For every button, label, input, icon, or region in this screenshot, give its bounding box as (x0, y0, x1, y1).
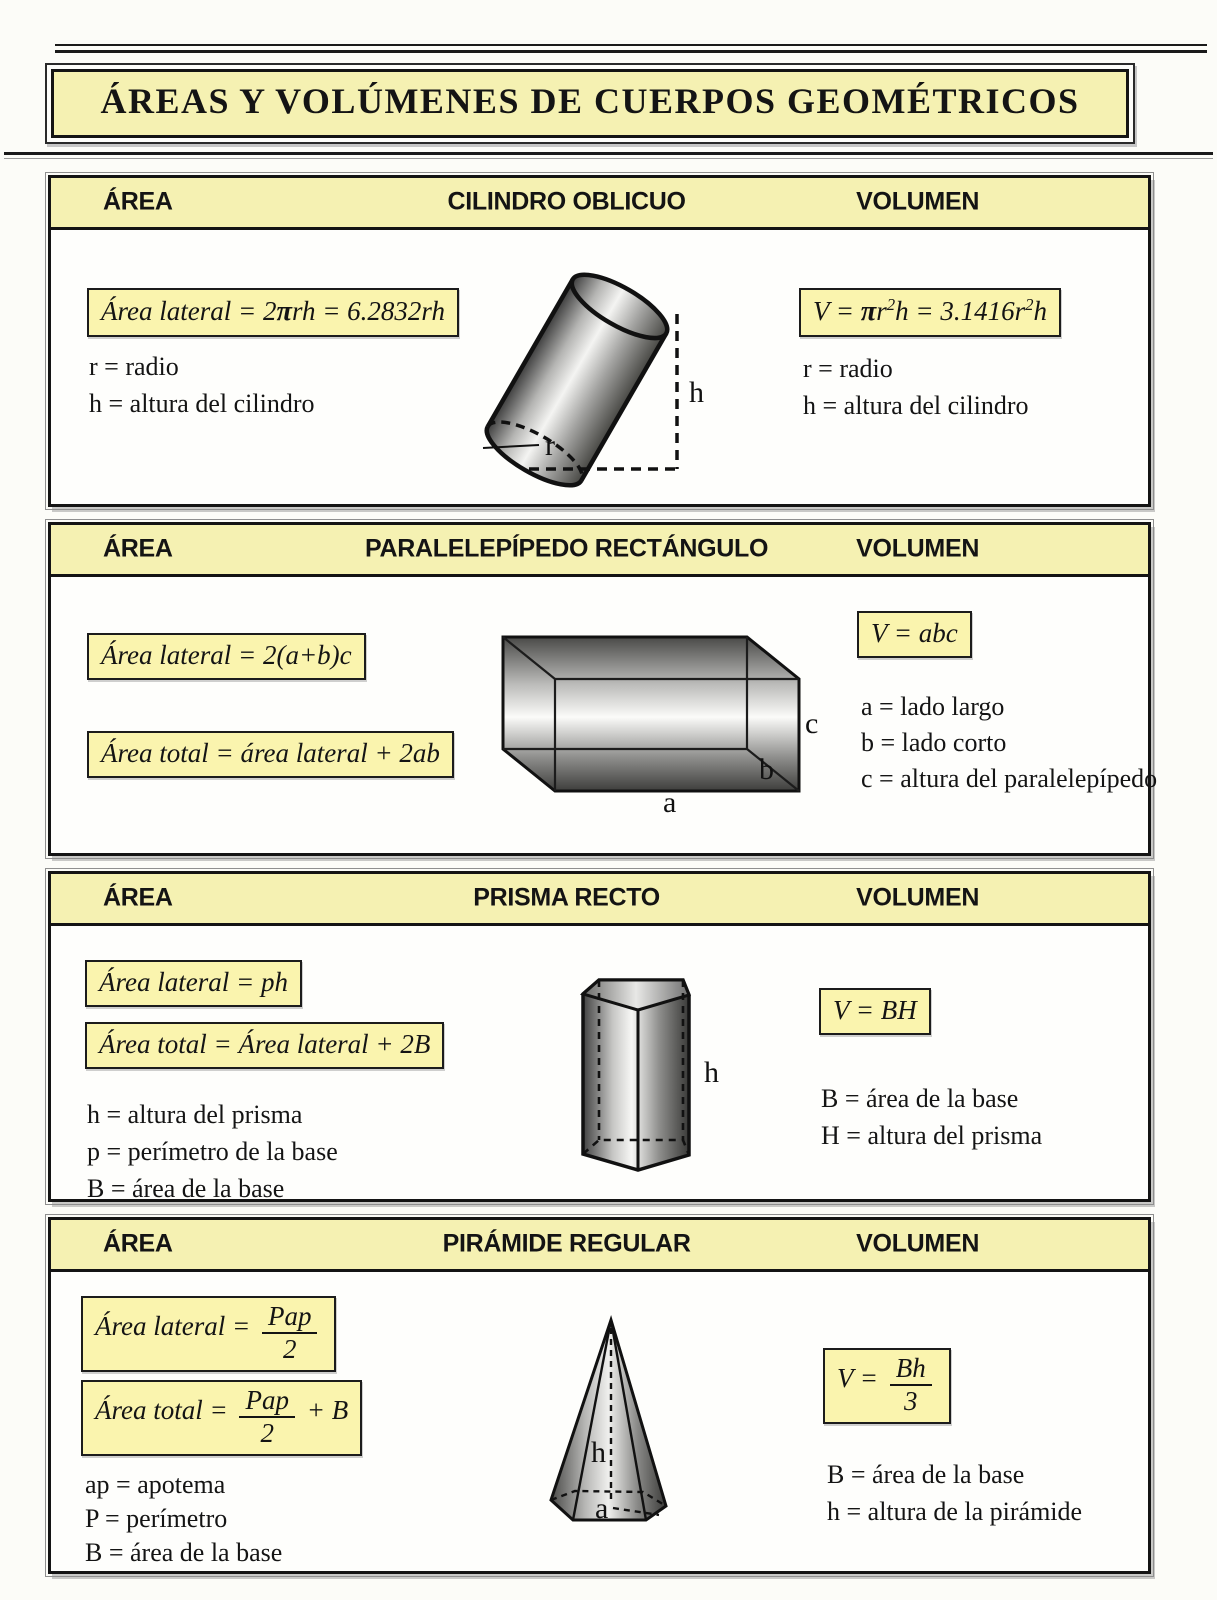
panel-body (51, 1272, 1148, 1571)
side-a-label: a (663, 785, 677, 816)
panel-cilindro-oblicuo (48, 175, 1151, 507)
top-divider (55, 44, 1207, 53)
area-total-formula-box: Área total = Área lateral + 2B (85, 1022, 444, 1070)
pyramid-svg (491, 1288, 741, 1543)
variable-definitions (827, 1456, 1082, 1530)
cylinder-solid (478, 263, 676, 497)
definition-line: B = área de la base (85, 1537, 283, 1567)
panel-body (51, 577, 1158, 853)
definition-line: B = área de la base (87, 1173, 285, 1203)
side-b-label: b (759, 752, 774, 786)
definition-line: h = altura del cilindro (803, 390, 1029, 420)
definition-line: r = radio (803, 353, 893, 383)
panel-header (51, 1220, 1148, 1272)
prism-svg (541, 942, 761, 1190)
page-root (0, 44, 1217, 1600)
prism-diagram (541, 942, 761, 1195)
area-total-formula-box: Área total = $\frac{\text{Pap}}{2}$ + B (81, 1380, 362, 1456)
section-title: PARALELEPÍPEDO RECTÁNGULO (364, 534, 769, 563)
definition-line: r = radio (89, 351, 179, 381)
parallelepiped-diagram (475, 609, 820, 821)
variable-definitions (861, 689, 1172, 796)
column-header-area: ÁREA (103, 883, 173, 912)
definition-line: ap = apotema (85, 1469, 226, 1499)
panel-piramide-regular (48, 1217, 1151, 1574)
height-label: h (591, 1435, 606, 1469)
volume-formula-box: $V = \pi r^2h = 3.1416r^2h$ (799, 288, 1061, 337)
oblique-cylinder-diagram (449, 262, 769, 502)
column-header-volumen: VOLUMEN (856, 187, 980, 216)
area-lateral-formula-box: Área lateral = ph (85, 960, 302, 1008)
area-lateral-formula-box: Área lateral = 2(a+b)c (87, 633, 366, 681)
pyramid-diagram (491, 1288, 741, 1548)
section-title: PIRÁMIDE REGULAR (442, 1229, 691, 1258)
definition-line: P = perímetro (85, 1503, 228, 1533)
area-total-formula-box: Área total = área lateral + 2ab (87, 731, 454, 779)
section-title: CILINDRO OBLICUO (447, 187, 686, 216)
panel-body (51, 230, 1148, 504)
definition-line: c = altura del paralelepípedo (861, 763, 1158, 793)
volume-formula-box: V = abc (857, 611, 972, 659)
volume-formula-box: V = $\frac{Bh}{3}$ (823, 1348, 951, 1424)
column-header-area: ÁREA (103, 187, 173, 216)
column-header-area: ÁREA (103, 1229, 173, 1258)
definition-line: h = altura del prisma (87, 1099, 303, 1129)
variable-definitions (89, 348, 314, 422)
panel-paralelepipedo-rectangulo (48, 522, 1158, 856)
side-c-label: c (805, 706, 819, 740)
title-divider (4, 152, 1213, 159)
volume-formula-box: V = BH (819, 988, 931, 1036)
definition-line: B = área de la base (821, 1083, 1019, 1113)
definition-line: h = altura del cilindro (89, 388, 315, 418)
column-header-area: ÁREA (103, 534, 173, 563)
panel-header (51, 178, 1148, 230)
height-label: h (704, 1055, 719, 1089)
radius-label: r (545, 428, 555, 462)
definition-line: b = lado corto (861, 727, 1007, 757)
height-label: h (689, 375, 704, 409)
variable-definitions (87, 1096, 338, 1207)
panel-header (51, 874, 1148, 926)
page-title: ÁREAS Y VOLÚMENES DE CUERPOS GEOMÉTRICOS (100, 81, 1080, 121)
definition-line: a = lado largo (861, 691, 1005, 721)
definition-line: B = área de la base (827, 1459, 1025, 1489)
title-box (45, 63, 1135, 144)
area-lateral-formula-box: Área lateral = 2πrh = 6.2832rh (87, 288, 459, 337)
section-title: PRISMA RECTO (473, 883, 660, 912)
definition-line: p = perímetro de la base (87, 1136, 338, 1166)
panel-body (51, 926, 1148, 1203)
area-lateral-formula-box: Área lateral = $\frac{\text{Pap}}{2}$ (81, 1296, 336, 1372)
variable-definitions (803, 350, 1028, 424)
variable-definitions (821, 1080, 1042, 1154)
apothem-label: a (595, 1491, 609, 1525)
column-header-volumen: VOLUMEN (856, 883, 980, 912)
column-header-volumen: VOLUMEN (856, 534, 980, 563)
box-silhouette (503, 637, 799, 791)
column-header-volumen: VOLUMEN (856, 1229, 980, 1258)
pyramid-silhouette (551, 1320, 666, 1520)
definition-line: h = altura de la pirámide (827, 1496, 1083, 1526)
oblique-cylinder-svg (449, 262, 769, 497)
definition-line: H = altura del prisma (821, 1120, 1043, 1150)
variable-definitions (85, 1468, 282, 1570)
parallelepiped-svg (475, 609, 820, 816)
panel-header (51, 525, 1148, 577)
panel-prisma-recto (48, 871, 1151, 1202)
